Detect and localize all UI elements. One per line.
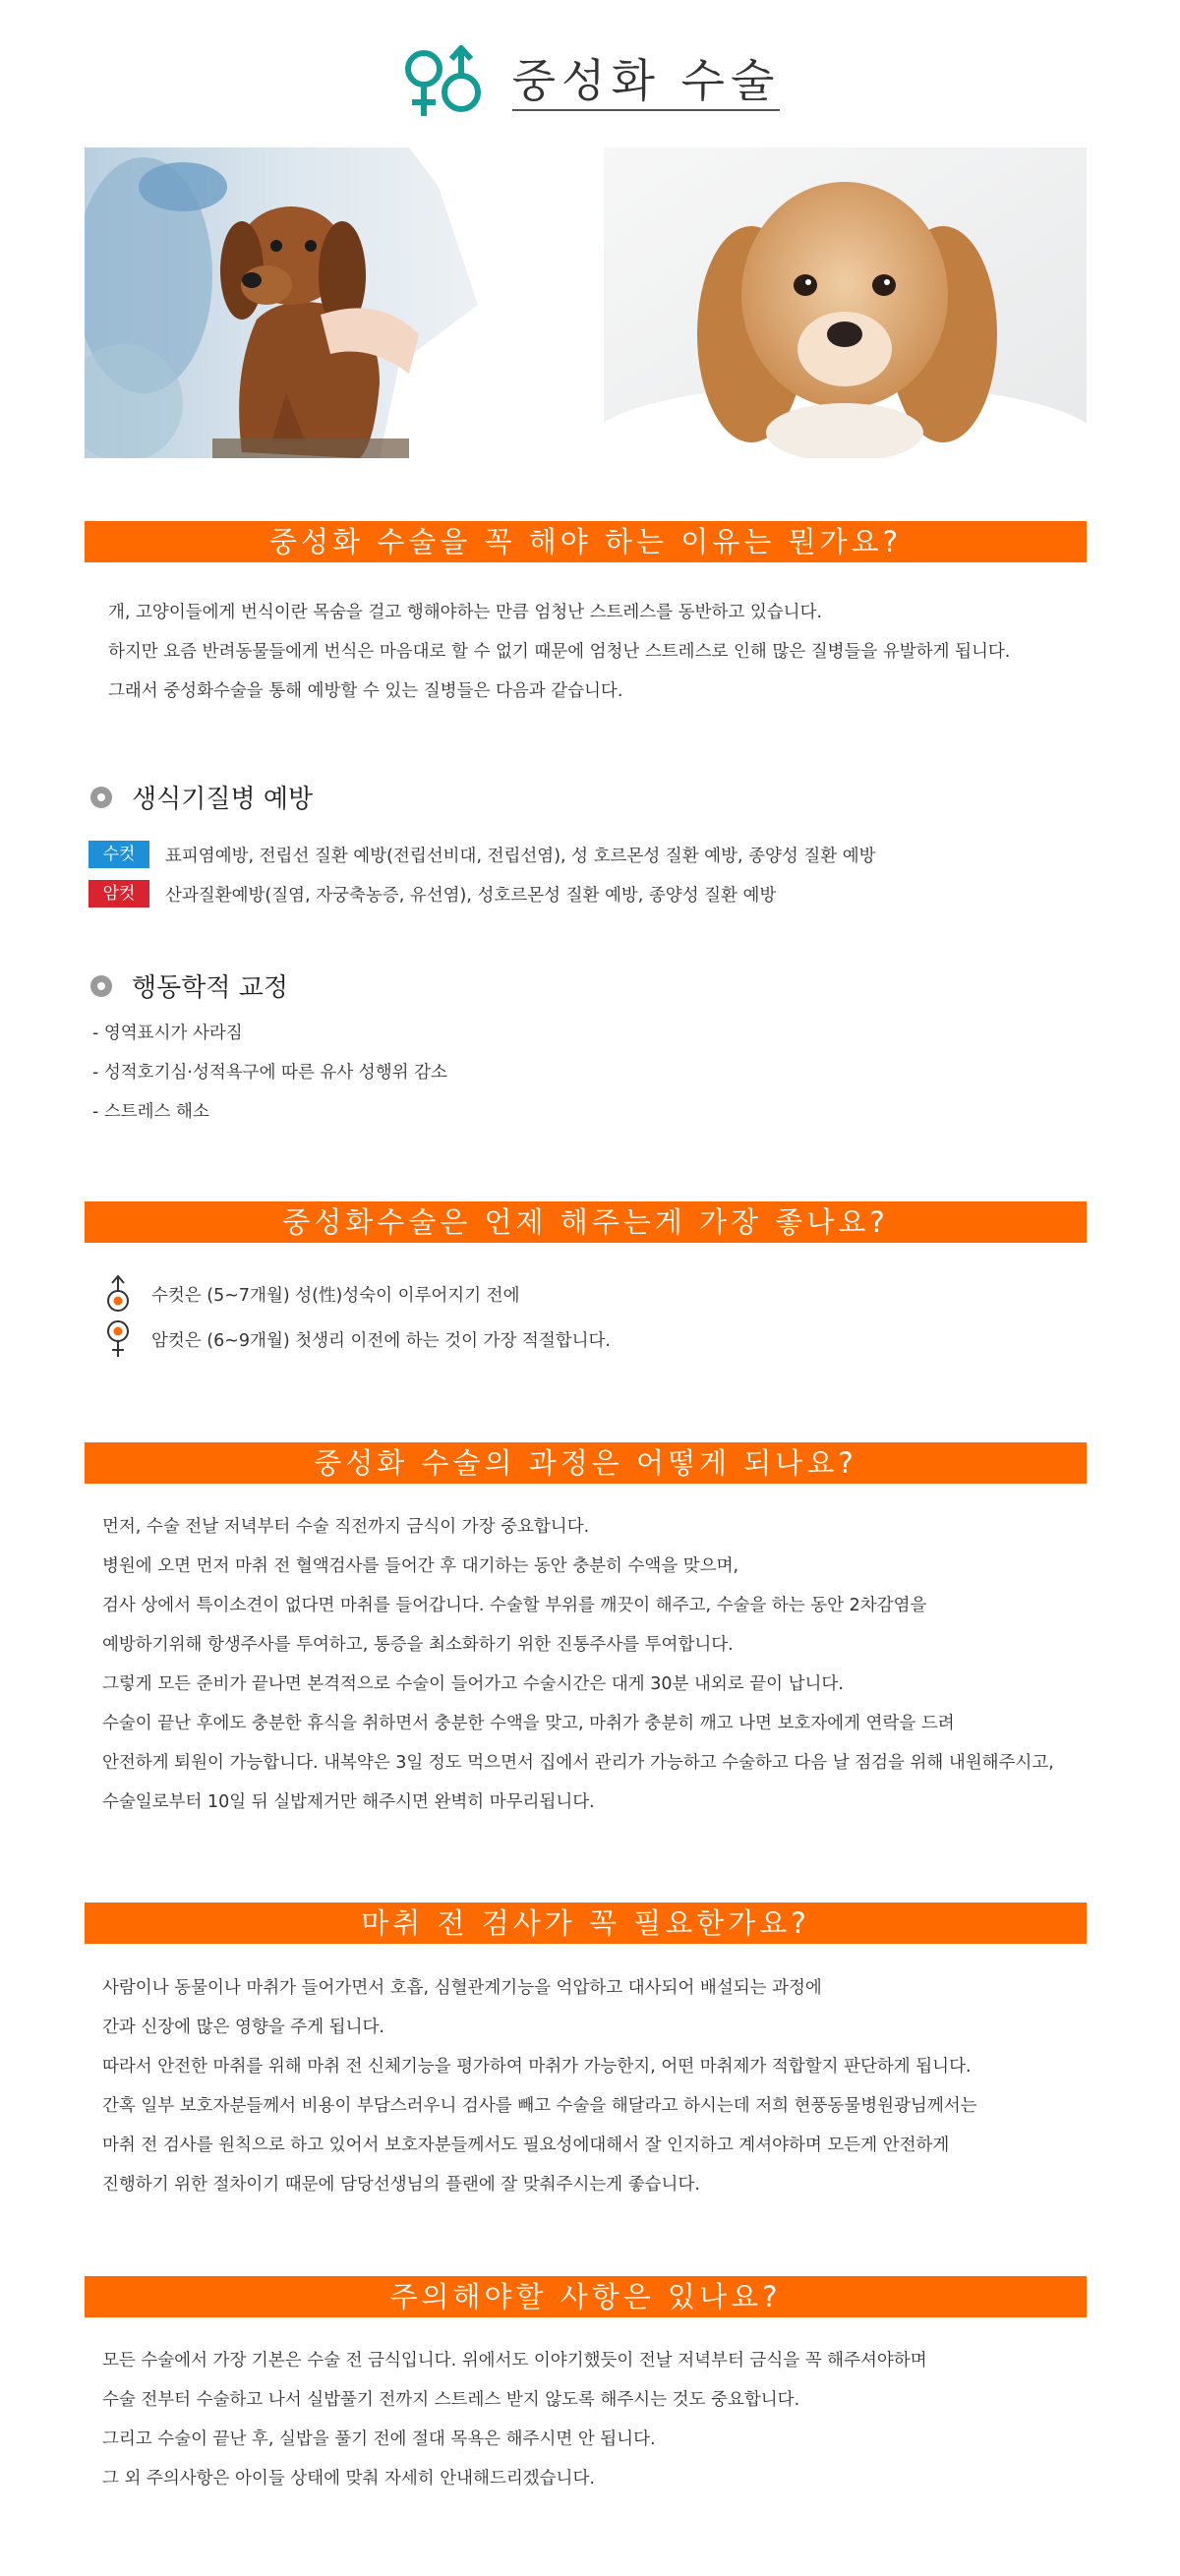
process-line: 먼저, 수술 전날 저녁부터 수술 직전까지 금식이 가장 중요합니다. [102, 1517, 590, 1537]
caution-paragraph [102, 2341, 927, 2498]
list-item: - 성적호기심·성적욕구에 따른 유사 성행위 감소 [92, 1063, 447, 1083]
caution-line: 그 외 주의사항은 아이들 상태에 맞춰 자세히 안내해드리겠습니다. [102, 2469, 595, 2488]
why-line: 그래서 중성화수술을 통해 예방할 수 있는 질병들은 다음과 같습니다. [108, 681, 623, 701]
section-header-exam: 마취 전 검사가 꼭 필요한가요? [85, 1903, 1087, 1944]
section-header-when: 중성화수술은 언제 해주는게 가장 좋나요? [85, 1201, 1087, 1243]
list-item: - 영역표시가 사라짐 [92, 1024, 243, 1043]
process-line: 안전하게 퇴원이 가능합니다. 내복약은 3일 정도 먹으면서 집에서 관리가 가능하고 수술하고 다음 날 점검을 위해 내원해주시고, [102, 1753, 1054, 1773]
exam-line: 간혹 일부 보호자분들께서 비용이 부담스러우니 검사를 빼고 수술을 해달라고 하시는데 저희 현풍동물병원광님께서는 [102, 2096, 977, 2116]
section-header-caution: 주의해야할 사항은 있나요? [85, 2276, 1087, 2317]
male-age-row [104, 1274, 519, 1314]
process-paragraph [102, 1507, 1054, 1822]
process-line: 예방하기위해 항생주사를 투여하고, 통증을 최소화하기 위한 진통주사를 투여합니다. [102, 1635, 734, 1655]
exam-line: 사람이나 동물이나 마취가 들어가면서 호흡, 심혈관계기능을 억압하고 대사되어 배설되는 과정에 [102, 1978, 822, 1998]
female-age-row [104, 1319, 611, 1359]
page-title: 중성화 수술 [512, 54, 781, 111]
female-disease-text: 산과질환예방(질염, 자궁축농증, 유선염), 성호르몬성 질환 예방, 종양성 질환 예방 [165, 885, 777, 906]
why-line: 개, 고양이들에게 번식이란 목숨을 걸고 행해야하는 만큼 엄청난 스트레스를 동반하고 있습니다. [108, 603, 823, 622]
process-line: 그렇게 모든 준비가 끝나면 본격적으로 수술이 들어가고 수술시간은 대게 30분 내외로 끝이 납니다. [102, 1674, 844, 1694]
female-symbol-icon [104, 1319, 132, 1359]
bullet-circle-icon [90, 975, 112, 997]
process-line: 검사 상에서 특이소견이 없다면 마취를 들어갑니다. 수술할 부위를 깨끗이 해주고, 수술을 하는 동안 2차감염을 [102, 1596, 927, 1615]
process-line: 수술이 끝난 후에도 충분한 휴식을 취하면서 충분한 수액을 맞고, 마취가 충분히 깨고 나면 보호자에게 연락을 드려 [102, 1714, 955, 1733]
process-line: 수술일로부터 10일 뒤 실밥제거만 해주시면 완벽히 마무리됩니다. [102, 1792, 595, 1812]
male-symbol-icon [104, 1274, 132, 1314]
male-tag: 수컷 [88, 841, 149, 868]
vet-examining-dachshund-photo [85, 147, 567, 458]
caution-line: 수술 전부터 수술하고 나서 실밥풀기 전까지 스트레스 받지 않도록 해주시는 것도 중요합니다. [102, 2390, 800, 2410]
male-age-text: 수컷은 (5~7개월) 성(性)성숙이 이루어지기 전에 [151, 1285, 520, 1306]
exam-paragraph [102, 1968, 977, 2204]
female-disease-row [88, 880, 776, 907]
puppy-closeup-photo [604, 147, 1087, 458]
page-header [0, 45, 1180, 120]
female-tag: 암컷 [88, 880, 149, 907]
exam-line: 진행하기 위한 절차이기 때문에 담당선생님의 플랜에 잘 맞춰주시는게 좋습니다. [102, 2175, 700, 2195]
why-paragraph [108, 593, 1010, 711]
section-header-process: 중성화 수술의 과정은 어떻게 되나요? [85, 1442, 1087, 1484]
subhead-reproductive [90, 779, 313, 815]
bullet-circle-icon [90, 787, 112, 808]
exam-line: 마취 전 검사를 원칙으로 하고 있어서 보호자분들께서도 필요성에대해서 잘 인지하고 계셔야하며 모든게 안전하게 [102, 2136, 950, 2155]
list-item: - 스트레스 해소 [92, 1102, 209, 1122]
exam-line: 따라서 안전한 마취를 위해 마취 전 신체기능을 평가하여 마취가 가능한지, 어떤 마취제가 적합할지 판단하게 됩니다. [102, 2057, 972, 2077]
subhead-behavior-title: 행동학적 교정 [132, 973, 288, 1003]
male-disease-text: 표피염예방, 전립선 질환 예방(전립선비대, 전립선염), 성 호르몬성 질환 예방, 종양성 질환 예방 [165, 846, 876, 866]
caution-line: 그리고 수술이 끝난 후, 실밥을 풀기 전에 절대 목욕은 해주시면 안 됩니다. [102, 2430, 656, 2449]
male-disease-row [88, 841, 876, 868]
exam-line: 간과 신장에 많은 영향을 주게 됩니다. [102, 2018, 384, 2037]
female-age-text: 암컷은 (6~9개월) 첫생리 이전에 하는 것이 가장 적절합니다. [151, 1330, 611, 1351]
process-line: 병원에 오면 먼저 마취 전 혈액검사를 들어간 후 대기하는 동안 충분히 수액을 맞으며, [102, 1556, 739, 1576]
caution-line: 모든 수술에서 가장 기본은 수술 전 금식입니다. 위에서도 이야기했듯이 전날 저녁부터 금식을 꼭 해주셔야하며 [102, 2351, 927, 2371]
behavior-list [92, 1014, 447, 1132]
gender-symbols-icon [400, 45, 495, 120]
why-line: 하지만 요즘 반려동물들에게 번식은 마음대로 할 수 없기 때문에 엄청난 스트레스로 인해 많은 질병들을 유발하게 됩니다. [108, 642, 1011, 662]
section-header-why: 중성화 수술을 꼭 해야 하는 이유는 뭔가요? [85, 521, 1087, 562]
subhead-behavior [90, 967, 288, 1004]
subhead-reproductive-title: 생식기질병 예방 [132, 785, 314, 814]
